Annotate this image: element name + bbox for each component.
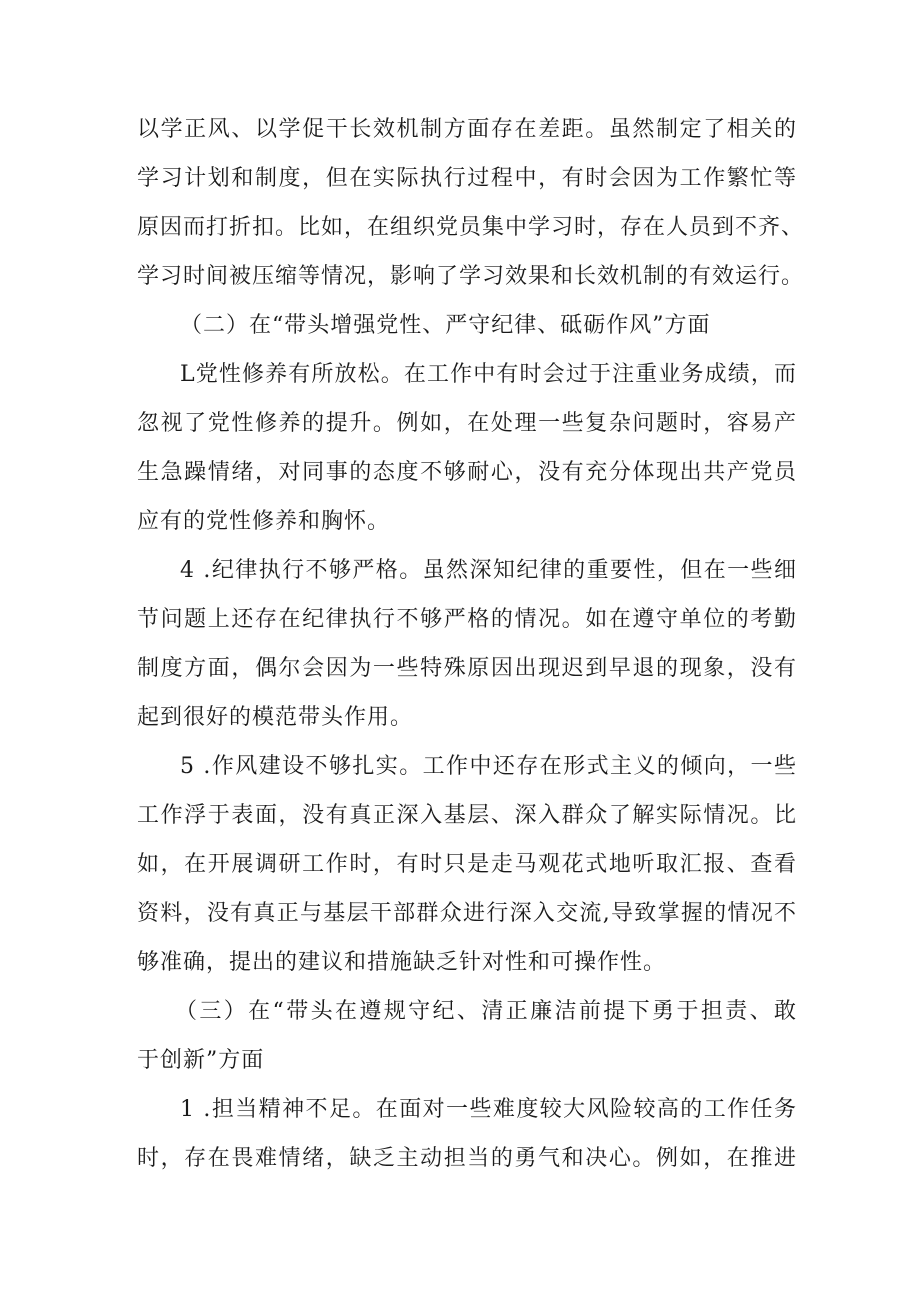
paragraph-line: 节问题上还存在纪律执行不够严格的情况。如在遵守单位的考勤	[137, 607, 797, 632]
paragraph-line: 资料，没有真正与基层干部群众进行深入交流,导致掌握的情况不	[137, 901, 797, 926]
paragraph-line: 1 .担当精神不足。在面对一些难度较大风险较高的工作任务	[180, 1097, 797, 1122]
paragraph-line: 4 .纪律执行不够严格。虽然深知纪律的重要性，但在一些细	[180, 558, 797, 583]
section-heading-3-cont: 于创新”方面	[137, 1048, 265, 1073]
paragraph-line: 够准确，提出的建议和措施缺乏针对性和可操作性。	[137, 950, 667, 975]
paragraph-line: 学习时间被压缩等情况，影响了学习效果和长效机制的有效运行。	[137, 264, 805, 289]
section-heading-3: （三）在“带头在遵规守纪、清正廉洁前提下勇于担责、敢	[175, 999, 797, 1024]
paragraph-line: 如，在开展调研工作时，有时只是走马观花式地听取汇报、查看	[137, 852, 797, 877]
paragraph-line: L党性修养有所放松。在工作中有时会过于注重业务成绩，而	[180, 362, 797, 387]
paragraph-line: 起到很好的模范带头作用。	[137, 705, 414, 730]
paragraph-line: 忽视了党性修养的提升。例如，在处理一些复杂问题时，容易产	[137, 411, 797, 436]
paragraph-line: 生急躁情绪，对同事的态度不够耐心，没有充分体现出共产党员	[137, 460, 797, 485]
paragraph-line: 5 .作风建设不够扎实。工作中还存在形式主义的倾向，一些	[180, 754, 797, 779]
paragraph-line: 时，存在畏难情绪，缺乏主动担当的勇气和决心。例如，在推进	[137, 1146, 797, 1171]
paragraph-line: 工作浮于表面，没有真正深入基层、深入群众了解实际情况。比	[137, 803, 797, 828]
paragraph-line: 学习计划和制度，但在实际执行过程中，有时会因为工作繁忙等	[137, 166, 797, 191]
paragraph-line: 原因而打折扣。比如，在组织党员集中学习时，存在人员到不齐、	[137, 215, 805, 240]
section-heading-2: （二）在“带头增强党性、严守纪律、砥砺作风”方面	[180, 313, 711, 338]
paragraph-line: 应有的党性修养和胸怀。	[137, 509, 391, 534]
paragraph-line: 制度方面，偶尔会因为一些特殊原因出现迟到早退的现象，没有	[137, 656, 797, 681]
paragraph-line: 以学正风、以学促干长效机制方面存在差距。虽然制定了相关的	[137, 117, 797, 142]
